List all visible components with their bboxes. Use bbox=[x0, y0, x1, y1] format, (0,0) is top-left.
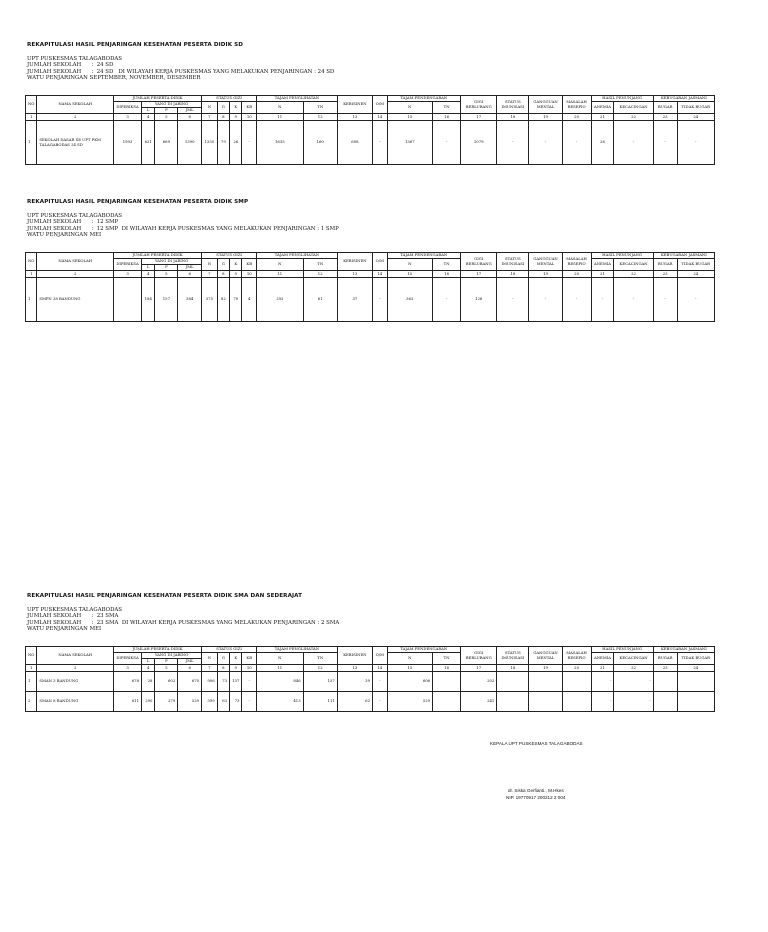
table-row bbox=[26, 692, 715, 712]
header-cell: GANGGUAN MENTAL bbox=[529, 253, 562, 271]
column-number-cell: 2 bbox=[37, 665, 114, 672]
column-number-cell: 12 bbox=[303, 114, 337, 121]
data-cell: 608 bbox=[337, 121, 372, 165]
data-cell: 157 bbox=[155, 278, 178, 322]
column-number-cell: 9 bbox=[230, 114, 242, 121]
header-cell: N bbox=[202, 259, 218, 271]
data-cell: 39 bbox=[337, 672, 372, 692]
header-cell: TN bbox=[433, 259, 461, 271]
sma-info-line: JUMLAH SEKOLAH : 23 SMA bbox=[27, 613, 119, 620]
data-cell: 1 bbox=[26, 672, 37, 692]
data-cell bbox=[562, 672, 591, 692]
sd-info-line: WATU PENJARINGAN SEPTEMBER, NOVEMBER, DESEMBER bbox=[27, 75, 201, 82]
data-cell: 82 bbox=[217, 278, 229, 322]
data-cell bbox=[653, 692, 677, 712]
sd-info bbox=[27, 56, 717, 82]
data-cell: - bbox=[614, 672, 653, 692]
header-cell: KECACINGAN bbox=[614, 259, 653, 271]
column-number-cell: 6 bbox=[178, 665, 202, 672]
data-cell: - bbox=[373, 692, 388, 712]
data-cell: 202 bbox=[461, 672, 497, 692]
header-cell: KEBISINEN bbox=[337, 96, 372, 114]
column-number-cell: 18 bbox=[497, 114, 529, 121]
header-cell: DIPERIKSA bbox=[114, 102, 142, 114]
column-number-cell: 4 bbox=[142, 271, 155, 278]
column-number-cell: 18 bbox=[497, 665, 529, 672]
header-cell: KEBISINEN bbox=[337, 253, 372, 271]
column-number-cell: 24 bbox=[677, 665, 714, 672]
data-cell: - bbox=[591, 692, 614, 712]
column-number-cell: 19 bbox=[529, 271, 562, 278]
data-cell: 61 bbox=[303, 278, 337, 322]
header-cell: STATUS GIZI bbox=[202, 253, 257, 259]
header-cell: TAJAM PENGLIHATAN bbox=[257, 96, 338, 102]
column-number-cell: 9 bbox=[230, 665, 242, 672]
column-number-cell: 18 bbox=[497, 271, 529, 278]
table-row bbox=[26, 278, 715, 322]
header-cell: GANGGUAN MENTAL bbox=[529, 96, 562, 114]
column-number-cell: 17 bbox=[461, 114, 497, 121]
header-cell: N bbox=[202, 653, 218, 665]
column-number-cell: 11 bbox=[257, 271, 304, 278]
header-cell: N bbox=[257, 259, 304, 271]
column-number-cell: 11 bbox=[257, 665, 304, 672]
column-number-cell: 9 bbox=[230, 271, 242, 278]
header-cell: KEBUGARAN JASMANI bbox=[653, 96, 714, 102]
data-cell: 602 bbox=[155, 672, 178, 692]
header-cell: G bbox=[217, 102, 229, 114]
header-cell: DIPERIKSA bbox=[114, 653, 142, 665]
column-number-cell: 5 bbox=[155, 114, 178, 121]
header-cell: TAJAM PENDENGARAN bbox=[387, 96, 461, 102]
signature-nip: NIP. 19770917 200212 2 004 bbox=[506, 795, 566, 800]
smp-info-line: UPT PUSKESMAS TALAGABODAS bbox=[27, 213, 122, 219]
column-number-cell: 10 bbox=[242, 271, 257, 278]
header-cell: DIPERIKSA bbox=[114, 259, 142, 271]
data-cell: 384 bbox=[178, 278, 202, 322]
column-number-cell: 15 bbox=[387, 114, 433, 121]
data-cell: 529 bbox=[178, 692, 202, 712]
school-name-cell: SEKOLAH DASAR SE UPT PKM TALAGABODAS 24 SD bbox=[37, 121, 114, 165]
data-cell: 1335 bbox=[202, 121, 218, 165]
data-cell bbox=[433, 692, 461, 712]
header-cell: KEBUGARAN JASMANI bbox=[653, 647, 714, 653]
column-number-cell: 21 bbox=[591, 271, 614, 278]
header-cell: HASIL PENUNJANG bbox=[591, 647, 653, 653]
data-cell: - bbox=[614, 692, 653, 712]
data-cell: - bbox=[529, 121, 562, 165]
header-cell: TN bbox=[303, 102, 337, 114]
data-cell: 62 bbox=[337, 692, 372, 712]
data-cell: 241 bbox=[461, 692, 497, 712]
column-number-cell: 13 bbox=[337, 271, 372, 278]
header-cell: TIDAK BUGAR bbox=[677, 259, 714, 271]
header-cell: BUGAR bbox=[653, 653, 677, 665]
data-cell: - bbox=[591, 278, 614, 322]
column-number-cell: 16 bbox=[433, 665, 461, 672]
column-number-cell: 12 bbox=[303, 665, 337, 672]
signature-title: KEPALA UPT PUSKESMAS TALAGABODAS bbox=[490, 741, 583, 746]
column-number-cell: 24 bbox=[677, 271, 714, 278]
data-cell: 126 bbox=[461, 278, 497, 322]
data-cell: 399 bbox=[202, 692, 218, 712]
data-cell: - bbox=[373, 672, 388, 692]
data-cell: - bbox=[653, 121, 677, 165]
sma-info-line: JUMLAH SEKOLAH : 23 SMA DI WILAYAH KERJA PUSKESMAS YANG MELAKUKAN PENJARINGAN : 2 SMA bbox=[27, 619, 340, 626]
header-cell: GIGI BERLUBANG bbox=[461, 96, 497, 114]
header-cell: GIGI BERLUBANG bbox=[461, 647, 497, 665]
header-cell: N bbox=[387, 653, 433, 665]
header-cell: ANEMIA bbox=[591, 102, 614, 114]
data-cell: 28 bbox=[142, 672, 155, 692]
data-cell: 413 bbox=[257, 692, 304, 712]
header-cell: NO bbox=[26, 96, 37, 114]
smp-info bbox=[27, 213, 717, 239]
header-cell: TN bbox=[433, 653, 461, 665]
smp-info-line: JUMLAH SEKOLAH : 12 SMP bbox=[27, 219, 119, 226]
data-cell: 606 bbox=[387, 672, 433, 692]
header-cell: BUGAR bbox=[653, 102, 677, 114]
data-cell: - bbox=[562, 121, 591, 165]
data-cell: 290 bbox=[142, 692, 155, 712]
data-cell: - bbox=[653, 278, 677, 322]
column-number-cell: 4 bbox=[142, 114, 155, 121]
header-cell: NAMA SEKOLAH bbox=[37, 253, 114, 271]
sd-section bbox=[27, 42, 717, 82]
header-cell: TAJAM PENDENGARAN bbox=[387, 647, 461, 653]
header-cell: L bbox=[142, 265, 155, 271]
data-cell: 73 bbox=[230, 692, 242, 712]
data-cell: - bbox=[373, 278, 388, 322]
smp-table bbox=[25, 252, 715, 322]
data-cell: 70 bbox=[230, 278, 242, 322]
header-cell: TN bbox=[303, 653, 337, 665]
column-number-cell: 16 bbox=[433, 271, 461, 278]
data-cell: 26 bbox=[230, 121, 242, 165]
header-cell: KEBISINEN bbox=[337, 647, 372, 665]
data-cell: 26 bbox=[591, 121, 614, 165]
sma-info bbox=[27, 607, 717, 633]
sd-info-line: JUMLAH SEKOLAH : 24 SD DI WILAYAH KERJA PUSKESMAS YANG MELAKUKAN PENJARINGAN : 24 SD bbox=[27, 68, 335, 75]
data-cell: 292 bbox=[257, 278, 304, 322]
data-cell bbox=[114, 278, 142, 322]
column-number-cell: 12 bbox=[303, 271, 337, 278]
data-cell: - bbox=[497, 121, 529, 165]
header-cell: N bbox=[202, 102, 218, 114]
column-number-cell: 10 bbox=[242, 665, 257, 672]
data-cell: - bbox=[373, 121, 388, 165]
column-number-cell: 1 bbox=[26, 665, 37, 672]
sd-info-line: UPT PUSKESMAS TALAGABODAS bbox=[27, 56, 122, 62]
school-name-cell: SMAN 3 BANDUNG bbox=[37, 672, 114, 692]
header-cell: N bbox=[387, 259, 433, 271]
data-cell bbox=[497, 672, 529, 692]
header-cell: TN bbox=[433, 102, 461, 114]
header-cell: TIDAK BUGAR bbox=[677, 653, 714, 665]
sma-info-line: UPT PUSKESMAS TALAGABODAS bbox=[27, 607, 122, 613]
sma-table bbox=[25, 646, 715, 712]
column-number-cell: 20 bbox=[562, 665, 591, 672]
sd-info-line: JUMLAH SEKOLAH : 24 SD bbox=[27, 62, 114, 69]
header-cell: STATUS IMUNISASI bbox=[497, 253, 529, 271]
column-number-cell: 15 bbox=[387, 271, 433, 278]
data-cell: - bbox=[433, 121, 461, 165]
header-cell: MASALAH RESEPIO bbox=[562, 253, 591, 271]
data-cell: 160 bbox=[303, 121, 337, 165]
data-cell: 611 bbox=[114, 692, 142, 712]
header-cell: TAJAM PENGLIHATAN bbox=[257, 253, 338, 259]
header-cell: HASIL PENUNJANG bbox=[591, 96, 653, 102]
data-cell: 1993 bbox=[114, 121, 142, 165]
data-cell: 375 bbox=[202, 278, 218, 322]
header-cell: KB bbox=[242, 653, 257, 665]
header-cell: O/M bbox=[373, 96, 388, 114]
header-cell: YANG DI JARING bbox=[142, 653, 202, 659]
data-cell bbox=[433, 672, 461, 692]
column-number-cell: 24 bbox=[677, 114, 714, 121]
header-cell: JUMLAH PESERTA DIDIK bbox=[114, 647, 202, 653]
data-cell: - bbox=[433, 278, 461, 322]
data-cell: 137 bbox=[230, 672, 242, 692]
header-cell: STATUS IMUNISASI bbox=[497, 647, 529, 665]
table-row bbox=[26, 121, 715, 165]
header-cell: P bbox=[155, 108, 178, 114]
data-cell: 1390 bbox=[178, 121, 202, 165]
data-cell: 79 bbox=[217, 121, 229, 165]
data-cell: - bbox=[562, 278, 591, 322]
header-cell: TIDAK BUGAR bbox=[677, 102, 714, 114]
column-number-cell: 5 bbox=[155, 665, 178, 672]
header-cell: STATUS GIZI bbox=[202, 647, 257, 653]
header-cell: KB bbox=[242, 259, 257, 271]
data-cell: 37 bbox=[337, 278, 372, 322]
data-cell: - bbox=[614, 121, 653, 165]
header-cell: P bbox=[155, 265, 178, 271]
smp-section bbox=[27, 199, 717, 239]
column-number-cell: 6 bbox=[178, 114, 202, 121]
data-cell bbox=[653, 672, 677, 692]
header-cell: STATUS IMUNISASI bbox=[497, 96, 529, 114]
column-number-cell: 13 bbox=[337, 114, 372, 121]
column-number-cell: 3 bbox=[114, 271, 142, 278]
data-cell: 906 bbox=[202, 672, 218, 692]
header-cell: L bbox=[142, 108, 155, 114]
header-cell: HASIL PENUNJANG bbox=[591, 253, 653, 259]
column-number-cell: 1 bbox=[26, 271, 37, 278]
column-number-cell: 11 bbox=[257, 114, 304, 121]
school-name-cell: SMAN 8 BANDUNG bbox=[37, 692, 114, 712]
header-cell: G bbox=[217, 259, 229, 271]
header-cell: MASALAH RESEPIO bbox=[562, 96, 591, 114]
data-cell: 184 bbox=[142, 278, 155, 322]
header-cell: YANG DI JARING bbox=[142, 259, 202, 265]
header-cell: GIGI BERLUBANG bbox=[461, 253, 497, 271]
header-cell: YANG DI JARING bbox=[142, 102, 202, 108]
header-cell: JML bbox=[178, 659, 202, 665]
column-number-cell: 7 bbox=[202, 114, 218, 121]
data-cell: - bbox=[242, 692, 257, 712]
column-number-cell: 19 bbox=[529, 114, 562, 121]
data-cell bbox=[677, 692, 714, 712]
data-cell: 1 bbox=[26, 278, 37, 322]
column-number-cell: 20 bbox=[562, 114, 591, 121]
sd-title: REKAPITULASI HASIL PENJARINGAN KESEHATAN PESERTA DIDIK SD bbox=[27, 42, 244, 48]
data-cell bbox=[562, 692, 591, 712]
column-number-cell: 14 bbox=[373, 665, 388, 672]
data-cell: 529 bbox=[387, 692, 433, 712]
header-cell: O/M bbox=[373, 253, 388, 271]
header-cell: STATUS GIZI bbox=[202, 96, 257, 102]
data-cell: 4 bbox=[242, 278, 257, 322]
data-cell: - bbox=[677, 278, 714, 322]
header-cell: NAMA SEKOLAH bbox=[37, 647, 114, 665]
header-cell: KEBUGARAN JASMANI bbox=[653, 253, 714, 259]
smp-info-line: JUMLAH SEKOLAH : 12 SMP DI WILAYAH KERJA PUSKESMAS YANG MELAKUKAN PENJARINGAN : 1 SMP bbox=[27, 225, 339, 232]
data-cell: 157 bbox=[303, 672, 337, 692]
data-cell: 670 bbox=[178, 672, 202, 692]
data-cell: 846 bbox=[257, 672, 304, 692]
column-number-cell: 5 bbox=[155, 271, 178, 278]
data-cell: - bbox=[242, 121, 257, 165]
column-number-cell: 22 bbox=[614, 114, 653, 121]
sma-info-line: WATU PENJARINGAN MEI bbox=[27, 626, 102, 633]
column-number-cell: 15 bbox=[387, 665, 433, 672]
column-number-cell: 21 bbox=[591, 114, 614, 121]
column-number-cell: 22 bbox=[614, 665, 653, 672]
data-cell: 669 bbox=[155, 121, 178, 165]
data-cell bbox=[529, 692, 562, 712]
data-cell: - bbox=[529, 278, 562, 322]
column-number-cell: 16 bbox=[433, 114, 461, 121]
column-number-cell: 23 bbox=[653, 114, 677, 121]
header-cell: JUMLAH PESERTA DIDIK bbox=[114, 253, 202, 259]
data-cell: 362 bbox=[387, 278, 433, 322]
column-number-cell: 23 bbox=[653, 271, 677, 278]
header-cell: JML bbox=[178, 265, 202, 271]
data-cell: 1635 bbox=[257, 121, 304, 165]
data-cell: 279 bbox=[155, 692, 178, 712]
header-cell: JUMLAH PESERTA DIDIK bbox=[114, 96, 202, 102]
column-number-cell: 3 bbox=[114, 665, 142, 672]
data-cell: - bbox=[497, 278, 529, 322]
header-cell: K bbox=[230, 653, 242, 665]
header-cell: BUGAR bbox=[653, 259, 677, 271]
header-cell: ANEMIA bbox=[591, 259, 614, 271]
column-number-cell: 6 bbox=[178, 271, 202, 278]
column-number-cell: 20 bbox=[562, 271, 591, 278]
sma-section bbox=[27, 593, 717, 633]
data-cell: 1079 bbox=[461, 121, 497, 165]
header-cell: TAJAM PENGLIHATAN bbox=[257, 647, 338, 653]
header-cell: NO bbox=[26, 647, 37, 665]
header-cell: ANEMIA bbox=[591, 653, 614, 665]
header-cell: P bbox=[155, 659, 178, 665]
sd-table bbox=[25, 95, 715, 165]
data-cell: - bbox=[591, 672, 614, 692]
column-number-cell: 14 bbox=[373, 271, 388, 278]
header-cell: G bbox=[217, 653, 229, 665]
data-cell: 63 bbox=[217, 692, 229, 712]
data-cell: - bbox=[242, 672, 257, 692]
header-cell: O/M bbox=[373, 647, 388, 665]
header-cell: NAMA SEKOLAH bbox=[37, 96, 114, 114]
school-name-cell: SMPN 28 BANDUNG bbox=[37, 278, 114, 322]
header-cell: NO bbox=[26, 253, 37, 271]
data-cell: 111 bbox=[303, 692, 337, 712]
data-cell: 621 bbox=[142, 121, 155, 165]
column-number-cell: 7 bbox=[202, 665, 218, 672]
header-cell: KB bbox=[242, 102, 257, 114]
data-cell: 73 bbox=[217, 672, 229, 692]
smp-title: REKAPITULASI HASIL PENJARINGAN KESEHATAN PESERTA DIDIK SMP bbox=[27, 199, 249, 205]
data-cell: - bbox=[614, 278, 653, 322]
header-cell: MASALAH RESEPIO bbox=[562, 647, 591, 665]
header-cell: JML bbox=[178, 108, 202, 114]
column-number-cell: 8 bbox=[217, 271, 229, 278]
column-number-cell: 4 bbox=[142, 665, 155, 672]
header-cell: K bbox=[230, 102, 242, 114]
header-cell: L bbox=[142, 659, 155, 665]
data-cell: 2 bbox=[26, 692, 37, 712]
column-number-cell: 21 bbox=[591, 665, 614, 672]
data-cell: 678 bbox=[114, 672, 142, 692]
column-number-cell: 2 bbox=[37, 114, 114, 121]
column-number-cell: 19 bbox=[529, 665, 562, 672]
data-cell: 1 bbox=[26, 121, 37, 165]
header-cell: GANGGUAN MENTAL bbox=[529, 647, 562, 665]
column-number-cell: 10 bbox=[242, 114, 257, 121]
column-number-cell: 3 bbox=[114, 114, 142, 121]
header-cell: KECACINGAN bbox=[614, 102, 653, 114]
smp-info-line: WATU PENJARINGAN MEI bbox=[27, 232, 102, 239]
table-row bbox=[26, 672, 715, 692]
data-cell bbox=[677, 672, 714, 692]
column-number-cell: 1 bbox=[26, 114, 37, 121]
column-number-cell: 13 bbox=[337, 665, 372, 672]
data-cell bbox=[529, 672, 562, 692]
column-number-cell: 17 bbox=[461, 271, 497, 278]
header-cell: N bbox=[257, 653, 304, 665]
data-cell: 1367 bbox=[387, 121, 433, 165]
column-number-cell: 2 bbox=[37, 271, 114, 278]
header-cell: N bbox=[387, 102, 433, 114]
column-number-cell: 17 bbox=[461, 665, 497, 672]
header-cell: K bbox=[230, 259, 242, 271]
column-number-cell: 7 bbox=[202, 271, 218, 278]
column-number-cell: 14 bbox=[373, 114, 388, 121]
header-cell: KECACINGAN bbox=[614, 653, 653, 665]
column-number-cell: 23 bbox=[653, 665, 677, 672]
column-number-cell: 8 bbox=[217, 665, 229, 672]
header-cell: N bbox=[257, 102, 304, 114]
header-cell: TN bbox=[303, 259, 337, 271]
data-cell bbox=[497, 692, 529, 712]
signature-name: dr. Siska Gerfianti., M.Hkes bbox=[508, 788, 564, 793]
sma-title: REKAPITULASI HASIL PENJARINGAN KESEHATAN PESERTA DIDIK SMA DAN SEDERAJAT bbox=[27, 593, 303, 599]
column-number-cell: 8 bbox=[217, 114, 229, 121]
header-cell: TAJAM PENDENGARAN bbox=[387, 253, 461, 259]
column-number-cell: 22 bbox=[614, 271, 653, 278]
data-cell: - bbox=[677, 121, 714, 165]
